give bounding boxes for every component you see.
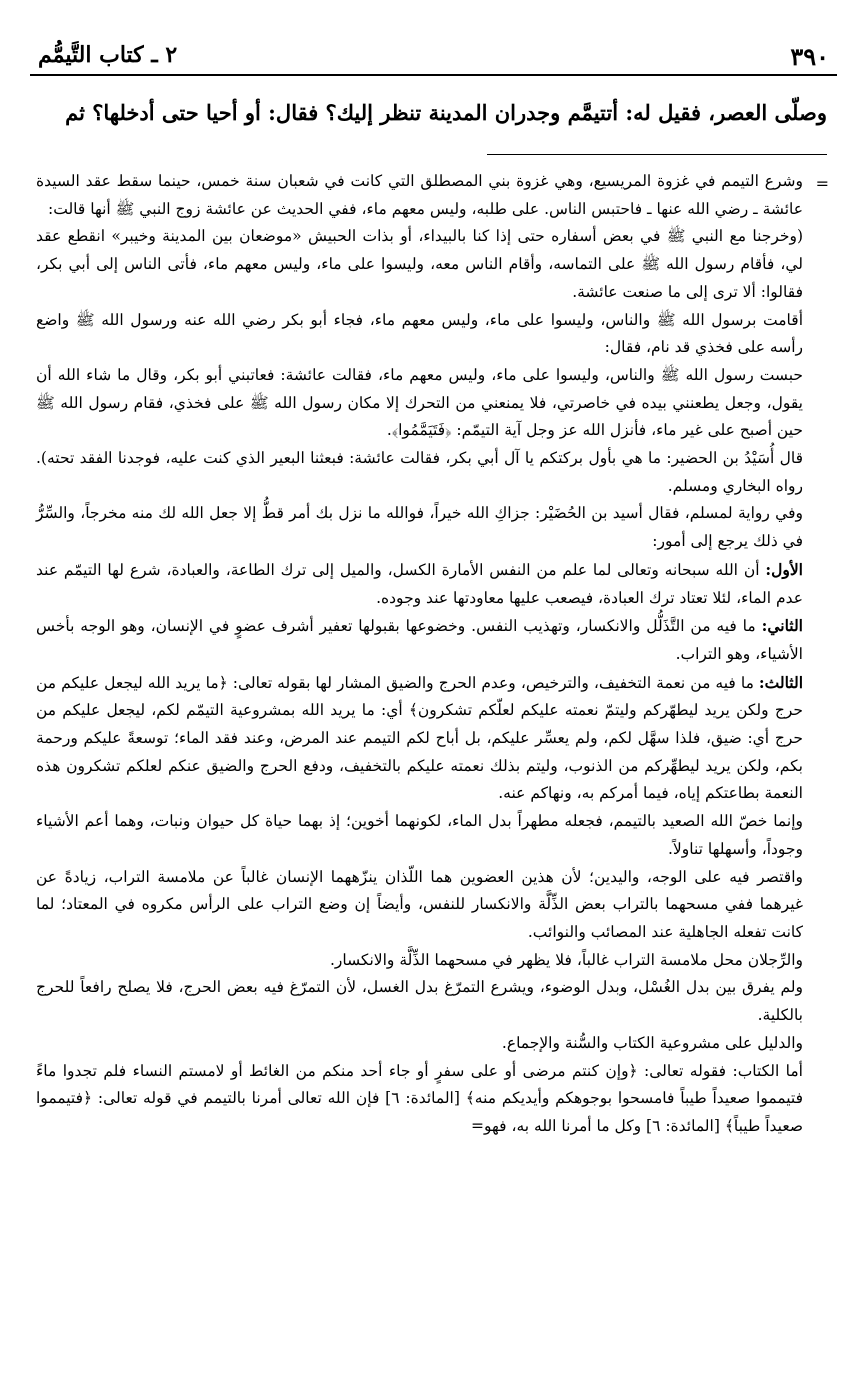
paragraph-text: وفي رواية لمسلم، فقال أسيد بن الحُضَيْر: جزاكِ الله خيراً، فوالله ما نزل بك أمر قطُّ إلا جعل الله لك منه مخرجاً، والسِّرُّ في ذلك يرجع إلى أمور: [36,504,803,551]
footnote-block [36,168,803,1141]
paragraph-text: أما الكتاب: فقوله تعالى: ﴿وإن كنتم مرضى أو على سفرٍ أو جاء أحد منكم من الغائط أو لامستم النساء فلم تجدوا ماءً فتيمموا صعيداً طيباً فامسحوا بوجوهكم وأيديكم منه﴾ [المائدة: ٦] فإن الله تعالى أمرنا بالتيمم في قوله تعالى: ﴿فتيمموا صعيداً طيباً﴾ [المائدة: ٦] وكل ما أمرنا الله به، فهو= [36,1061,804,1135]
paragraph-text: (وخرجنا مع النبي ﷺ في بعض أسفاره حتى إذا كنا بالبيداء، أو بذات الحبيش «موضعان بين المدينة وخيبر» انقطع عقد لي، فأقام رسول الله ﷺ على التماسه، وأقام الناس معه، وليسوا على ماء، وليس معهم ماء، فأتى الناس إلى أبي بكر، فقالوا: ألا ترى إلى ما صنعت عائشة. [36,227,803,301]
footnote-paragraph [36,168,803,223]
footnote-paragraph [36,864,803,947]
paragraph-lead: الثالث: [758,672,803,692]
footnote-paragraph [36,223,803,306]
paragraph-text: وشرع التيمم في غزوة المريسيع، وهي غزوة بني المصطلق التي كانت في شعبان سنة خمس، حينما سقط عقد السيدة عائشة ـ رضي الله عنها ـ فاحتبس الناس. على طلبه، وليس معهم ماء، ففي الحديث عن عائشة زوج النبي ﷺ أنها قالت: [36,172,803,218]
paragraph-text: ما فيه من التَّذَلُّل والانكسار، وتهذيب النفس. وخضوعها بقبولها تعفير أشرف عضوٍ في الإنسان، وهو الوجه بأخس الأشياء، وهو التراب. [36,617,803,663]
footnote-paragraph [36,974,803,1029]
paragraph-lead: الأول: [765,559,803,579]
footnote-paragraph [36,500,803,555]
paragraph-text: حبست رسول الله ﷺ والناس، وليسوا على ماء، وليس معهم ماء، فقالت عائشة: فعاتبني أبو بكر، وقال ما شاء الله أن يقول، وجعل يطعنني بيده في خاصرتي، فلا يمنعني من التحرك إلا مكان رسول الله ﷺ على فخذي، فقام رسول الله ﷺ حين أصبح على غير ماء، فأنزل الله عز وجل آية التيمّم: ﴿فَتَيَمَّمُوا﴾. [36,365,803,440]
paragraph-text: أن الله سبحانه وتعالى لما علم من النفس الأمارة الكسل، والميل إلى ترك الطاعة، والعبادة، شرع لها التيمّم عند عدم الماء، لئلا تعتاد ترك العبادة، فيصعب عليها معاودتها عند وجوده. [36,560,803,607]
footnote-paragraph [36,947,803,975]
paragraph-text: قال أُسَيْدُ بن الحضير: ما هي بأول بركتكم يا آل أبي بكر، فقالت عائشة: فبعثنا البعير الذي كنت عليه، فوجدنا الفقد تحته). رواه البخاري ومسلم. [36,449,803,495]
footnote-paragraph [36,1058,803,1141]
paragraph-lead: الثاني: [761,616,803,636]
footnote-paragraph [36,445,803,500]
main-text: وصلّى العصر، فقيل له: أتتيمَّم وجدران المدينة تنظر إليك؟ فقال: أو أحيا حتى أدخلها؟ ثم [65,100,827,125]
running-head: ٢ ـ كتاب التَّيمُّم [38,42,178,68]
paragraph-text: ولم يفرق بين بدل الغُسْل، وبدل الوضوء، ويشرع التمرّغ بدل الغسل، لأن التمرّغ فيه بعض الحرج، فلا يصلح رافعاً للحرج بالكلية. [36,978,803,1025]
footnote-paragraph [36,669,803,809]
footnote-paragraph [36,1030,803,1058]
paragraph-text: ما فيه من نعمة التخفيف، والترخيص، وعدم الحرج والضيق المشار لها بقوله تعالى: ﴿ما يريد الله ليجعل عليكم من حرج ولكن يريد ليطهّركم وليتمّ نعمته عليكم لعلّكم تشكرون﴾ أي: ما يريد الله بمشروعية التيمّم لكم، ليجعل عليكم من حرج أي: ضيق، فلذا سهَّل لكم، ولم يعسِّر عليكم، بل أباح لكم التيمم عند المرض، وعند فقد الماء؛ توسعةً عليكم ورحمة بكم، ولكن يريد ليطهِّركم من الذنوب، وليتم بذلك نعمته عليكم بالتخفيف، ودفع الحرج والضيق عنكم لعلكم تشكرون هذه النعمة بطاعتكم إياه، فيما أمركم به، ونهاكم عنه. [36,673,803,803]
page-header [30,40,837,72]
footnote-paragraph [36,808,803,863]
paragraph-text: أقامت برسول الله ﷺ والناس، وليسوا على ماء، وليس معهم ماء، فجاء أبو بكر رضي الله عنه ورسول الله ﷺ واضع رأسه على فخذي قد نام، فقال: [36,310,803,357]
footnote-paragraph [36,556,803,612]
paragraph-text: وإنما خصّ الله الصعيد بالتيمم، فجعله مطهراً بدل الماء، لكونهما أخوين؛ إذ بهما حياة كل حيوان ونبات، وهما أعم الأشياء وجوداً، وأسهلها تناولاً. [36,812,803,858]
header-rule [30,74,837,76]
footnote-continuation-marker: = [815,174,829,193]
footnote-paragraph [36,612,803,668]
page-number: ٣٩٠ [790,42,829,71]
paragraph-text: واقتصر فيه على الوجه، واليدين؛ لأن هذين العضوين هما اللّذان ينزّههما الإنسان غالباً عن ملامسة التراب، زيادةً عن غيرهما ففي مسحهما بالتراب بعض الذِّلَّة والانكسار للنفس، وأيضاً إن وضع التراب على الرأس مكروه في المعتاد؛ لما كانت تفعله الجاهلية عند المصائب والنوائب. [36,867,803,941]
paragraph-text: والدليل على مشروعية الكتاب والسُّنة والإجماع. [501,1033,803,1052]
footnote-separator [487,154,827,155]
footnote-paragraph [36,307,803,362]
paragraph-text: والرِّجلان محل ملامسة التراب غالباً، فلا يظهر في مسحهما الذِّلَّة والانكسار. [329,950,803,969]
footnote-paragraph [36,362,803,445]
